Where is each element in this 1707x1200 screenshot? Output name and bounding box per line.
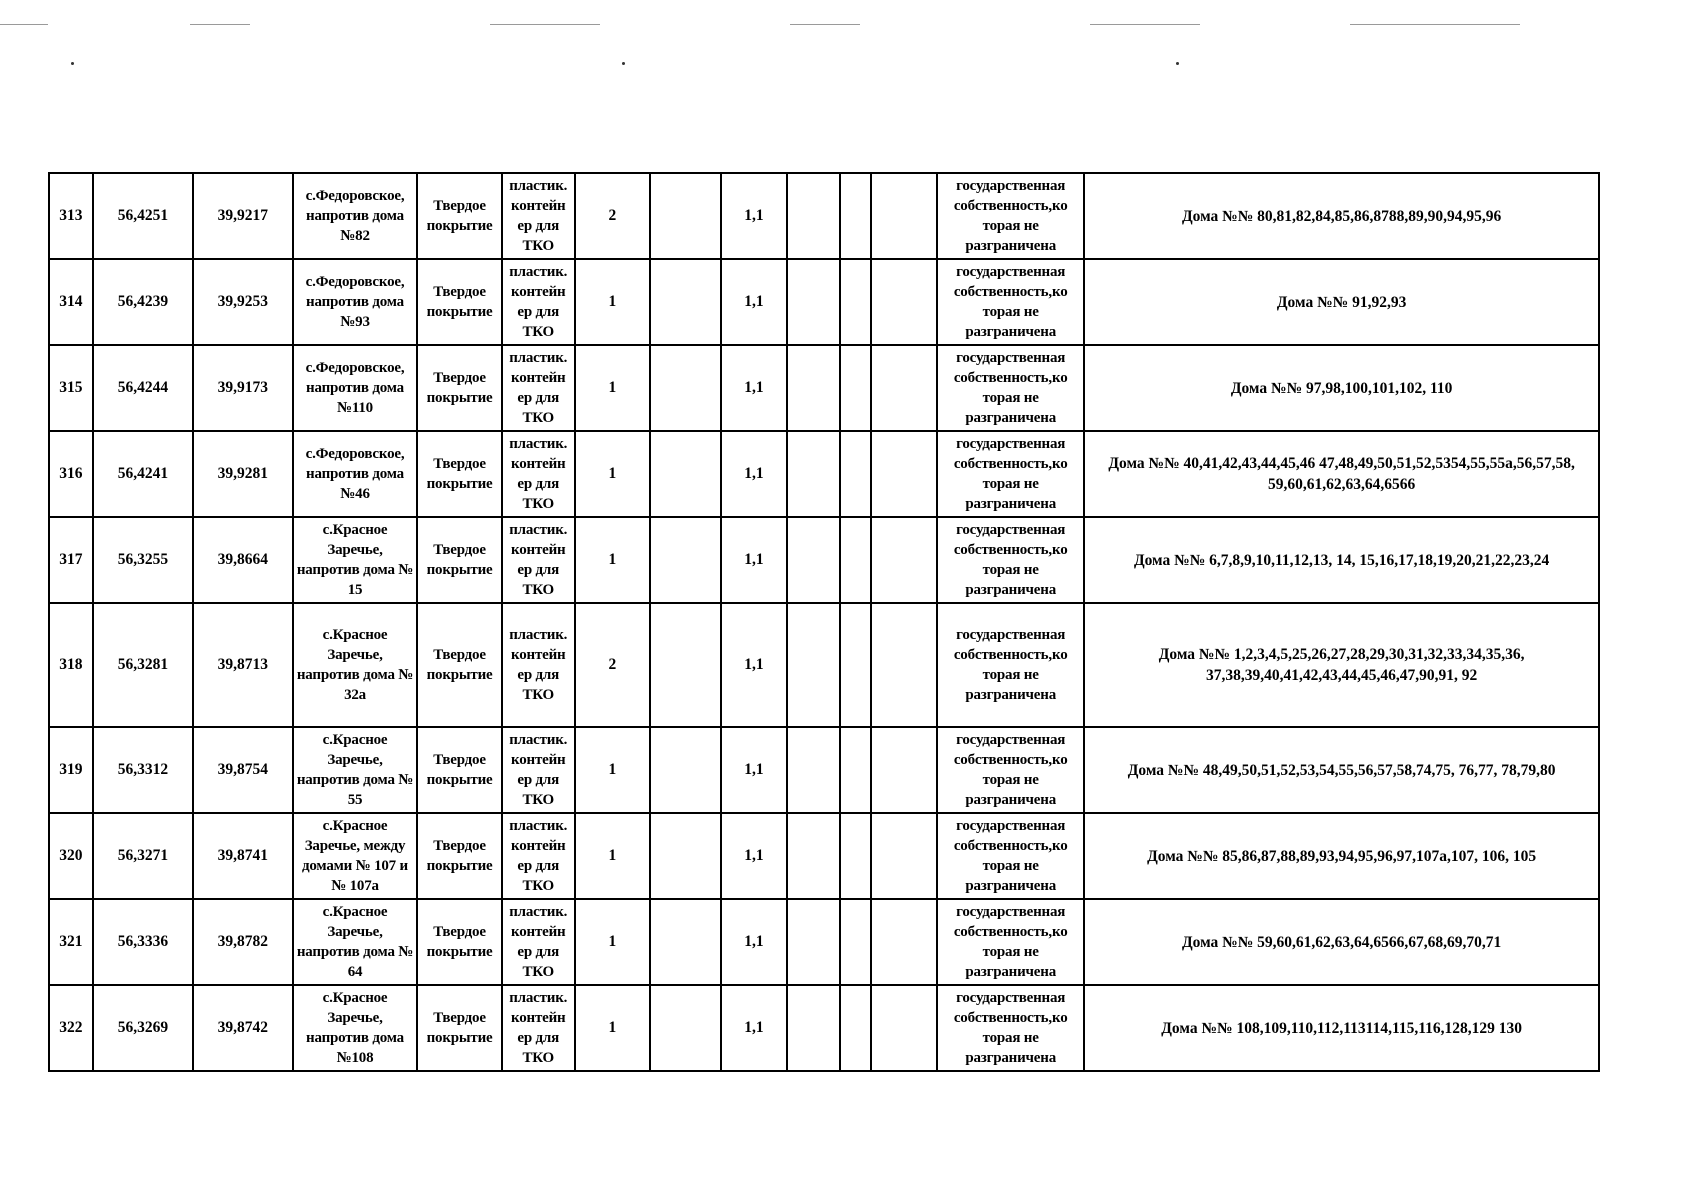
cell-empty (840, 259, 871, 345)
cell-surface: Твердое покрытие (417, 517, 501, 603)
cell-empty (787, 259, 840, 345)
cell-longitude: 39,9217 (193, 173, 292, 259)
table-row (49, 431, 1599, 517)
cell-empty (650, 517, 721, 603)
cell-served-houses: Дома №№ 40,41,42,43,44,45,46 47,48,49,50,51,52,5354,55,55а,56,57,58, 59,60,61,62,63,64,6566 (1084, 431, 1599, 517)
cell-empty (650, 727, 721, 813)
cell-container-volume: 1,1 (721, 603, 787, 727)
cell-container-volume: 1,1 (721, 727, 787, 813)
cell-container-volume: 1,1 (721, 813, 787, 899)
cell-container-type: пластик. контейн ер для ТКО (502, 813, 575, 899)
cell-longitude: 39,9253 (193, 259, 292, 345)
scan-artifact-line (1350, 24, 1520, 25)
cell-container-type: пластик. контейн ер для ТКО (502, 345, 575, 431)
cell-surface: Твердое покрытие (417, 345, 501, 431)
cell-empty (871, 813, 937, 899)
cell-number: 315 (49, 345, 93, 431)
cell-empty (650, 899, 721, 985)
cell-address: с.Красное Заречье, напротив дома № 64 (293, 899, 418, 985)
cell-longitude: 39,8742 (193, 985, 292, 1071)
cell-latitude: 56,4244 (93, 345, 193, 431)
scan-artifact-line (490, 24, 600, 25)
cell-empty (840, 517, 871, 603)
cell-longitude: 39,9173 (193, 345, 292, 431)
cell-ownership: государственная собственность,ко торая не разграничена (937, 727, 1084, 813)
cell-address: с.Федоровское, напротив дома №93 (293, 259, 418, 345)
cell-address: с.Красное Заречье, напротив дома № 15 (293, 517, 418, 603)
cell-served-houses: Дома №№ 48,49,50,51,52,53,54,55,56,57,58,74,75, 76,77, 78,79,80 (1084, 727, 1599, 813)
cell-served-houses: Дома №№ 91,92,93 (1084, 259, 1599, 345)
cell-ownership: государственная собственность,ко торая не разграничена (937, 173, 1084, 259)
cell-container-type: пластик. контейн ер для ТКО (502, 899, 575, 985)
waste-site-registry-table (48, 172, 1600, 1072)
cell-longitude: 39,8713 (193, 603, 292, 727)
cell-empty (871, 899, 937, 985)
cell-longitude: 39,9281 (193, 431, 292, 517)
cell-empty (871, 173, 937, 259)
cell-served-houses: Дома №№ 6,7,8,9,10,11,12,13, 14, 15,16,17,18,19,20,21,22,23,24 (1084, 517, 1599, 603)
cell-address: с.Федоровское, напротив дома №110 (293, 345, 418, 431)
cell-number: 322 (49, 985, 93, 1071)
cell-address: с.Красное Заречье, напротив дома № 32а (293, 603, 418, 727)
cell-empty (871, 727, 937, 813)
cell-number: 316 (49, 431, 93, 517)
cell-number: 321 (49, 899, 93, 985)
cell-empty (650, 985, 721, 1071)
cell-container-type: пластик. контейн ер для ТКО (502, 517, 575, 603)
cell-ownership: государственная собственность,ко торая не разграничена (937, 431, 1084, 517)
scan-artifact-line (1090, 24, 1200, 25)
cell-empty (871, 345, 937, 431)
cell-served-houses: Дома №№ 97,98,100,101,102, 110 (1084, 345, 1599, 431)
cell-latitude: 56,4239 (93, 259, 193, 345)
cell-empty (650, 603, 721, 727)
cell-container-type: пластик. контейн ер для ТКО (502, 431, 575, 517)
table-row (49, 173, 1599, 259)
cell-latitude: 56,3281 (93, 603, 193, 727)
cell-ownership: государственная собственность,ко торая не разграничена (937, 899, 1084, 985)
cell-container-type: пластик. контейн ер для ТКО (502, 173, 575, 259)
cell-container-count: 2 (575, 603, 650, 727)
cell-empty (650, 813, 721, 899)
cell-surface: Твердое покрытие (417, 899, 501, 985)
cell-container-count: 1 (575, 985, 650, 1071)
scan-artifact-line (190, 24, 250, 25)
cell-empty (650, 345, 721, 431)
cell-container-type: пластик. контейн ер для ТКО (502, 727, 575, 813)
cell-served-houses: Дома №№ 85,86,87,88,89,93,94,95,96,97,107а,107, 106, 105 (1084, 813, 1599, 899)
table-row (49, 259, 1599, 345)
cell-empty (840, 431, 871, 517)
cell-served-houses: Дома №№ 80,81,82,84,85,86,8788,89,90,94,95,96 (1084, 173, 1599, 259)
cell-number: 317 (49, 517, 93, 603)
cell-container-type: пластик. контейн ер для ТКО (502, 985, 575, 1071)
cell-empty (840, 603, 871, 727)
cell-container-count: 1 (575, 813, 650, 899)
scan-artifact-line (0, 24, 48, 25)
cell-empty (650, 259, 721, 345)
table-row (49, 727, 1599, 813)
cell-container-count: 1 (575, 899, 650, 985)
cell-number: 314 (49, 259, 93, 345)
cell-latitude: 56,4241 (93, 431, 193, 517)
cell-empty (650, 431, 721, 517)
cell-latitude: 56,3255 (93, 517, 193, 603)
cell-empty (840, 173, 871, 259)
table-row (49, 603, 1599, 727)
cell-empty (871, 517, 937, 603)
cell-container-count: 1 (575, 345, 650, 431)
cell-empty (787, 345, 840, 431)
cell-address: с.Красное Заречье, между домами № 107 и № 107а (293, 813, 418, 899)
cell-empty (787, 813, 840, 899)
cell-latitude: 56,3271 (93, 813, 193, 899)
cell-surface: Твердое покрытие (417, 727, 501, 813)
cell-surface: Твердое покрытие (417, 173, 501, 259)
cell-served-houses: Дома №№ 1,2,3,4,5,25,26,27,28,29,30,31,32,33,34,35,36, 37,38,39,40,41,42,43,44,45,46,47,90,91, 92 (1084, 603, 1599, 727)
cell-surface: Твердое покрытие (417, 985, 501, 1071)
cell-container-volume: 1,1 (721, 517, 787, 603)
cell-surface: Твердое покрытие (417, 603, 501, 727)
cell-longitude: 39,8754 (193, 727, 292, 813)
cell-empty (871, 259, 937, 345)
cell-longitude: 39,8782 (193, 899, 292, 985)
cell-container-volume: 1,1 (721, 345, 787, 431)
cell-ownership: государственная собственность,ко торая не разграничена (937, 517, 1084, 603)
table-row (49, 813, 1599, 899)
cell-container-volume: 1,1 (721, 173, 787, 259)
cell-empty (787, 173, 840, 259)
cell-surface: Твердое покрытие (417, 431, 501, 517)
cell-container-count: 2 (575, 173, 650, 259)
table-row (49, 985, 1599, 1071)
cell-number: 318 (49, 603, 93, 727)
cell-longitude: 39,8664 (193, 517, 292, 603)
registry-body (49, 173, 1599, 1071)
scan-artifact-dot (71, 62, 74, 65)
cell-empty (840, 899, 871, 985)
cell-empty (840, 813, 871, 899)
cell-latitude: 56,3336 (93, 899, 193, 985)
cell-empty (787, 899, 840, 985)
cell-empty (650, 173, 721, 259)
cell-container-count: 1 (575, 517, 650, 603)
cell-number: 319 (49, 727, 93, 813)
cell-empty (840, 345, 871, 431)
table-row (49, 345, 1599, 431)
cell-empty (787, 603, 840, 727)
cell-empty (840, 727, 871, 813)
cell-container-volume: 1,1 (721, 259, 787, 345)
cell-empty (787, 517, 840, 603)
cell-address: с.Красное Заречье, напротив дома №108 (293, 985, 418, 1071)
cell-empty (871, 603, 937, 727)
cell-empty (787, 431, 840, 517)
cell-empty (871, 431, 937, 517)
cell-address: с.Федоровское, напротив дома №46 (293, 431, 418, 517)
scan-artifact-line (790, 24, 860, 25)
cell-container-volume: 1,1 (721, 985, 787, 1071)
cell-served-houses: Дома №№ 108,109,110,112,113114,115,116,128,129 130 (1084, 985, 1599, 1071)
cell-empty (840, 985, 871, 1071)
cell-empty (787, 727, 840, 813)
cell-container-count: 1 (575, 431, 650, 517)
cell-empty (787, 985, 840, 1071)
cell-ownership: государственная собственность,ко торая не разграничена (937, 345, 1084, 431)
cell-container-volume: 1,1 (721, 431, 787, 517)
cell-address: с.Федоровское, напротив дома №82 (293, 173, 418, 259)
cell-container-type: пластик. контейн ер для ТКО (502, 259, 575, 345)
cell-ownership: государственная собственность,ко торая не разграничена (937, 813, 1084, 899)
cell-number: 320 (49, 813, 93, 899)
cell-ownership: государственная собственность,ко торая не разграничена (937, 603, 1084, 727)
cell-container-type: пластик. контейн ер для ТКО (502, 603, 575, 727)
cell-number: 313 (49, 173, 93, 259)
cell-address: с.Красное Заречье, напротив дома № 55 (293, 727, 418, 813)
cell-surface: Твердое покрытие (417, 813, 501, 899)
cell-latitude: 56,3312 (93, 727, 193, 813)
cell-ownership: государственная собственность,ко торая не разграничена (937, 259, 1084, 345)
cell-container-volume: 1,1 (721, 899, 787, 985)
cell-latitude: 56,3269 (93, 985, 193, 1071)
cell-served-houses: Дома №№ 59,60,61,62,63,64,6566,67,68,69,70,71 (1084, 899, 1599, 985)
scan-artifact-dot (622, 62, 625, 65)
cell-latitude: 56,4251 (93, 173, 193, 259)
table-row (49, 899, 1599, 985)
cell-container-count: 1 (575, 259, 650, 345)
cell-empty (871, 985, 937, 1071)
cell-surface: Твердое покрытие (417, 259, 501, 345)
table-row (49, 517, 1599, 603)
cell-longitude: 39,8741 (193, 813, 292, 899)
cell-ownership: государственная собственность,ко торая не разграничена (937, 985, 1084, 1071)
cell-container-count: 1 (575, 727, 650, 813)
scan-artifact-dot (1176, 62, 1179, 65)
